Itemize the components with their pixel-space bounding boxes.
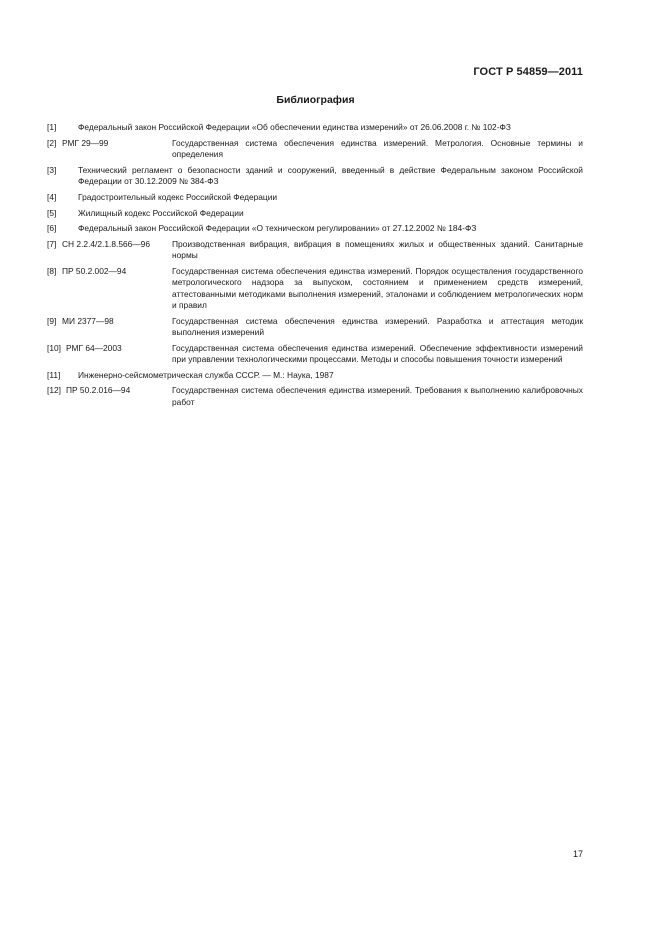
bibliography-entry — [47, 165, 583, 187]
entry-text: Производственная вибрация, вибрация в помещениях жилых и общественных зданий. Санитарные нормы — [172, 239, 583, 261]
entry-text: Жилищный кодекс Российской Федерации — [78, 207, 244, 218]
entry-text: Государственная система обеспечения единства измерений. Обеспечение эффективности измерений при управлении технологическими процессами. Методы и способы повышения точности измерений — [172, 342, 583, 364]
bibliography-entry — [47, 316, 583, 338]
entry-text: Федеральный закон Российской Федерации «Об обеспечении единства измерений» от 26.06.2008 г. № 102-ФЗ — [78, 122, 511, 132]
entry-text: Градостроительный кодекс Российской Федерации — [78, 191, 278, 202]
document-standard-number: ГОСТ Р 54859—2011 — [473, 66, 583, 78]
bibliography-entry — [47, 385, 583, 407]
entry-document-code: СН 2.2.4/2.1.8.566—96 — [62, 239, 150, 250]
bibliography-entry — [47, 208, 583, 219]
entry-number: [4] — [47, 191, 57, 202]
entry-number: [11] — [47, 369, 61, 380]
bibliography-title: Библиография — [276, 94, 355, 106]
bibliography-entry — [47, 266, 583, 311]
entry-document-code: РМГ 64—2003 — [66, 342, 122, 353]
entry-text: Государственная система обеспечения единства измерений. Разработка и аттестация методик выполнения измерений — [172, 315, 583, 337]
bibliography-entry — [47, 223, 583, 234]
page-number: 17 — [572, 849, 583, 859]
entry-document-code: ПР 50.2.016—94 — [66, 385, 131, 396]
entry-document-code: МИ 2377—98 — [62, 315, 114, 326]
entry-document-code: ПР 50.2.002—94 — [62, 266, 127, 277]
entry-number: [6] — [47, 223, 57, 234]
entry-number: [5] — [47, 207, 57, 218]
entry-number: [10] — [47, 342, 61, 353]
bibliography-entry — [47, 122, 583, 133]
entry-number: [7] — [47, 239, 57, 250]
entry-text: Федеральный закон Российской Федерации «О техническом регулировании» от 27.12.2002 № 184-ФЗ — [78, 223, 477, 234]
bibliography-entry — [47, 343, 583, 365]
entry-text: Государственная система обеспечения единства измерений. Порядок осуществления государственного метрологического надзора за выпуском, состоянием и применением средств измерений, аттестованными методиками выполнения измерений, эталонами и соблюдением метрологических норм и правил — [172, 266, 583, 310]
bibliography-entry — [47, 239, 583, 261]
entry-text: Государственная система обеспечения единства измерений. Требования к выполнению калибровочных работ — [172, 385, 583, 407]
bibliography-entry — [47, 138, 583, 160]
entry-text: Технический регламент о безопасности зданий и сооружений, введенный в действие Федеральным законом Российской Федерации от 30.12.2009 № 384-ФЗ — [78, 164, 583, 186]
entry-document-code: РМГ 29—99 — [62, 137, 109, 148]
entry-number: [3] — [47, 164, 57, 175]
entry-number: [8] — [47, 266, 57, 277]
entry-number: [9] — [47, 315, 57, 326]
entry-number: [2] — [47, 137, 57, 148]
entry-text: Инженерно-сейсмометрическая служба СССР. — М.: Наука, 1987 — [78, 369, 334, 380]
bibliography-entry — [47, 192, 583, 203]
bibliography-entry — [47, 370, 583, 381]
bibliography-list — [47, 122, 583, 412]
entry-text: Государственная система обеспечения единства измерений. Метрология. Основные термины и определения — [172, 137, 583, 159]
entry-number: [12] — [47, 385, 61, 396]
entry-number: [1] — [47, 122, 57, 132]
